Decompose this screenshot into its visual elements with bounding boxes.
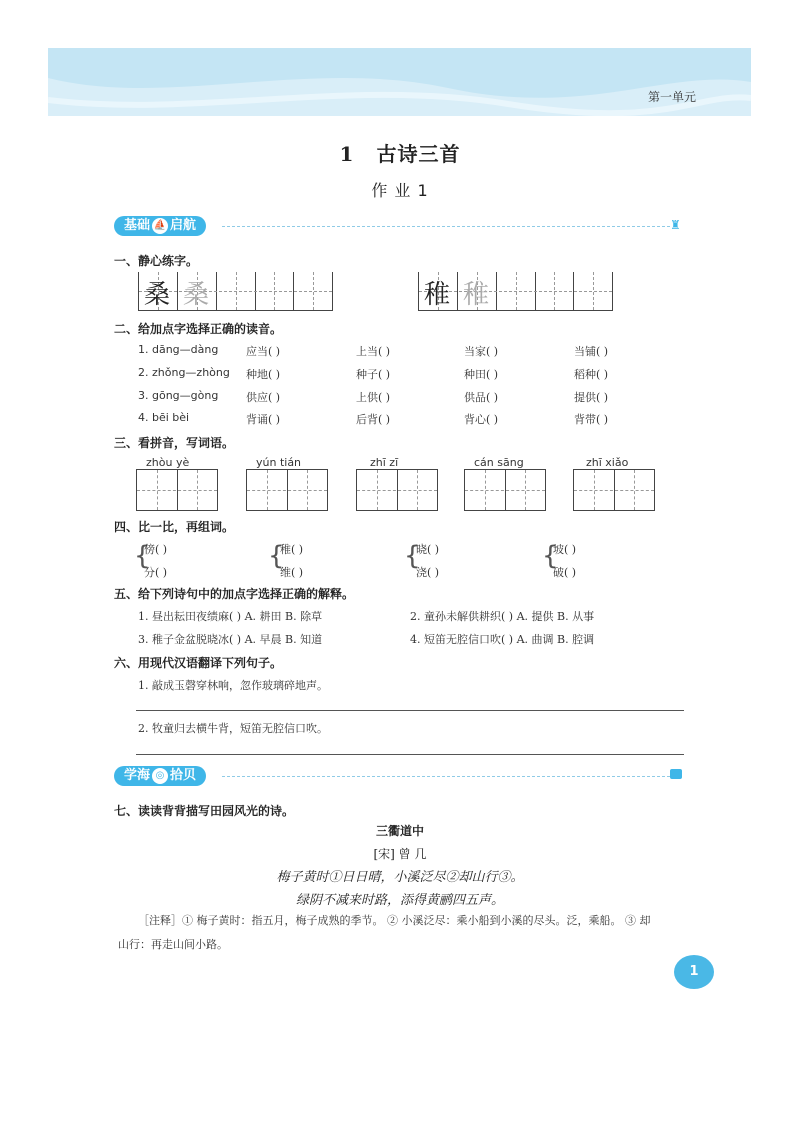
q6-answer-line-1[interactable] xyxy=(136,710,684,711)
q2-row1-word4[interactable]: 当铺( ) xyxy=(574,345,609,358)
question-6-label: 六、用现代汉语翻译下列句子。 xyxy=(114,656,283,670)
q2-row2-word1[interactable]: 种地( ) xyxy=(246,368,281,381)
dashed-divider xyxy=(222,226,670,227)
question-4-label: 四、比一比，再组词。 xyxy=(114,520,235,534)
brace-icon: { xyxy=(404,541,421,571)
page-number: 1 xyxy=(689,964,699,979)
q3-answer-box-1[interactable] xyxy=(136,469,218,511)
question-5-label: 五、给下列诗句中的加点字选择正确的解释。 xyxy=(114,587,355,601)
brace-icon: { xyxy=(268,541,285,571)
q2-row3-word1[interactable]: 供应( ) xyxy=(246,391,281,404)
question-1-label: 一、静心练字。 xyxy=(114,254,199,268)
shell-icon: ◎ xyxy=(152,768,168,784)
lesson-number: 1 xyxy=(339,142,355,166)
q5-item-1[interactable]: 1. 昼出耘田夜绩麻( ) A. 耕田 B. 除草 xyxy=(138,610,323,623)
header-banner xyxy=(48,48,751,116)
q3-pinyin-1: zhòu yè xyxy=(146,456,190,469)
lesson-title: 古诗三首 xyxy=(376,142,461,166)
q6-answer-line-2[interactable] xyxy=(136,754,684,755)
q3-pinyin-5: zhī xiǎo xyxy=(586,456,629,469)
unit-label: 第一单元 xyxy=(647,90,696,104)
q4-pair2-bottom[interactable]: 维( ) xyxy=(280,566,304,579)
model-char-2: 稚 xyxy=(424,280,451,310)
poem-line-2: 绿阴不减来时路，添得黄鹂四五声。 xyxy=(295,893,504,908)
q2-row3-word2[interactable]: 上供( ) xyxy=(356,391,391,404)
q3-answer-box-2[interactable] xyxy=(246,469,328,511)
q3-pinyin-4: cán sāng xyxy=(474,456,524,469)
q2-row3-word4[interactable]: 提供( ) xyxy=(574,391,609,404)
q2-row3-pinyin: 3. gōng—gòng xyxy=(138,389,219,402)
section-banner-basics xyxy=(114,216,680,238)
section-pill xyxy=(114,766,206,786)
q6-sentence-2: 2. 牧童归去横牛背，短笛无腔信口吹。 xyxy=(138,722,328,735)
brace-icon: { xyxy=(542,541,559,571)
wave-decoration xyxy=(48,48,751,116)
q2-row1-word1[interactable]: 应当( ) xyxy=(246,345,281,358)
q2-row2-word2[interactable]: 种子( ) xyxy=(356,368,391,381)
poem-author: [宋] 曾 几 xyxy=(373,847,427,861)
q2-row4-word2[interactable]: 后背( ) xyxy=(356,413,391,426)
poem-notes-2: 山行：再走山间小路。 xyxy=(118,938,228,951)
q2-row2-word4[interactable]: 稻种( ) xyxy=(574,368,609,381)
model-char-1: 桑 xyxy=(144,280,171,310)
lighthouse-icon: ♜ xyxy=(670,218,681,232)
section-label-a: 基础 xyxy=(124,218,151,233)
q3-answer-box-3[interactable] xyxy=(356,469,438,511)
question-7-label: 七、读读背背描写田园风光的诗。 xyxy=(114,804,295,818)
q3-answer-box-5[interactable] xyxy=(573,469,655,511)
q2-row1-pinyin: 1. dāng—dàng xyxy=(138,343,219,356)
trace-char-2: 稚 xyxy=(463,280,490,310)
q2-row4-word4[interactable]: 背带( ) xyxy=(574,413,609,426)
page-title xyxy=(0,138,800,167)
q4-pair3-bottom[interactable]: 浇( ) xyxy=(416,566,440,579)
q3-pinyin-2: yún tián xyxy=(256,456,302,469)
poem-line-1: 梅子黄时①日日晴，小溪泛尽②却山行③。 xyxy=(276,870,524,885)
dashed-divider xyxy=(222,776,670,777)
q4-pair1-bottom[interactable]: 分( ) xyxy=(144,566,168,579)
q5-item-2[interactable]: 2. 童孙未解供耕织( ) A. 提供 B. 从事 xyxy=(410,610,595,623)
brace-icon: { xyxy=(134,541,151,571)
q4-pair3-top[interactable]: 晓( ) xyxy=(416,543,440,556)
question-3-label: 三、看拼音，写词语。 xyxy=(114,436,235,450)
section-label-a: 学海 xyxy=(124,768,151,783)
q3-answer-box-4[interactable] xyxy=(464,469,546,511)
section-label-b: 拾贝 xyxy=(170,768,197,783)
q4-pair1-top[interactable]: 傍( ) xyxy=(144,543,168,556)
q2-row1-word2[interactable]: 上当( ) xyxy=(356,345,391,358)
q5-item-3[interactable]: 3. 稚子金盆脱晓冰( ) A. 早晨 B. 知道 xyxy=(138,633,323,646)
section-pill xyxy=(114,216,206,236)
poem-notes-1: ［注释］① 梅子黄时：指五月，梅子成熟的季节。 ② 小溪泛尽：乘小船到小溪的尽头。泛，乘船。 ③ 却 xyxy=(138,914,651,927)
poem-title: 三衢道中 xyxy=(375,824,424,838)
q2-row4-word1[interactable]: 背诵( ) xyxy=(246,413,281,426)
q5-item-4[interactable]: 4. 短笛无腔信口吹( ) A. 曲调 B. 腔调 xyxy=(410,633,595,646)
q2-row2-word3[interactable]: 种田( ) xyxy=(464,368,499,381)
trace-char-1: 桑 xyxy=(183,280,210,310)
q6-sentence-1: 1. 敲成玉磬穿林响，忽作玻璃碎地声。 xyxy=(138,679,328,692)
writing-grid-2[interactable] xyxy=(418,272,613,311)
q2-row4-pinyin: 4. bēi bèi xyxy=(138,411,190,424)
q2-row3-word3[interactable]: 供品( ) xyxy=(464,391,499,404)
treasure-chest-icon xyxy=(670,769,682,779)
q4-pair4-bottom[interactable]: 破( ) xyxy=(553,566,577,579)
q4-pair2-top[interactable]: 稚( ) xyxy=(280,543,304,556)
section-label-b: 启航 xyxy=(170,218,197,233)
homework-subtitle: 作 业 1 xyxy=(371,181,429,200)
q4-pair4-top[interactable]: 坡( ) xyxy=(553,543,577,556)
q3-pinyin-3: zhī zī xyxy=(370,456,399,469)
q2-row2-pinyin: 2. zhǒng—zhòng xyxy=(138,366,230,379)
q2-row4-word3[interactable]: 背心( ) xyxy=(464,413,499,426)
q2-row1-word3[interactable]: 当家( ) xyxy=(464,345,499,358)
boat-icon: ⛵ xyxy=(152,218,168,234)
writing-grid-1[interactable] xyxy=(138,272,333,311)
question-2-label: 二、给加点字选择正确的读音。 xyxy=(114,322,283,336)
page-number-badge xyxy=(674,955,714,989)
section-banner-learning xyxy=(114,766,680,788)
